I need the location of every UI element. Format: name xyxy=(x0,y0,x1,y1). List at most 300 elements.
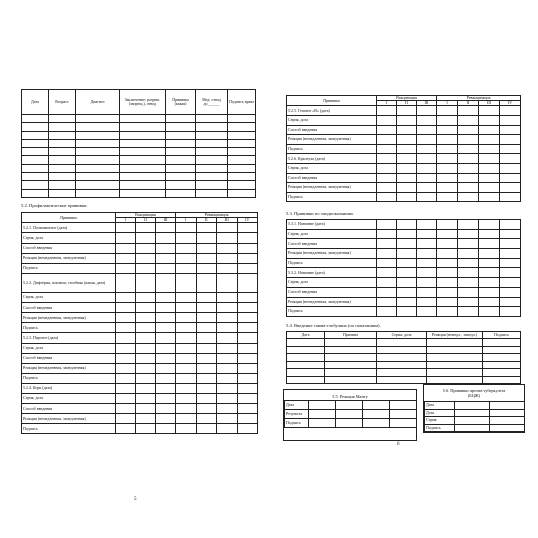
table-cell[interactable] xyxy=(479,154,500,164)
table-cell[interactable] xyxy=(196,131,228,139)
table-cell[interactable] xyxy=(156,393,176,403)
table-cell[interactable] xyxy=(483,369,521,377)
table-cell[interactable] xyxy=(217,303,238,313)
table-cell[interactable] xyxy=(397,135,417,145)
table-cell[interactable] xyxy=(176,373,197,383)
table-cell[interactable] xyxy=(417,268,437,278)
table-cell[interactable] xyxy=(455,409,490,417)
table-cell[interactable] xyxy=(500,220,521,230)
table-cell[interactable] xyxy=(196,404,217,414)
table-cell[interactable] xyxy=(397,106,417,116)
table-cell[interactable] xyxy=(22,189,49,197)
table-cell[interactable] xyxy=(156,383,176,393)
table-cell[interactable] xyxy=(336,410,363,419)
table-cell[interactable] xyxy=(479,106,500,116)
table-cell[interactable] xyxy=(116,353,136,363)
table-cell[interactable] xyxy=(237,373,258,383)
table-cell[interactable] xyxy=(325,369,377,377)
table-cell[interactable] xyxy=(217,293,238,303)
table-cell[interactable] xyxy=(363,419,390,428)
table-cell[interactable] xyxy=(309,401,336,410)
table-cell[interactable] xyxy=(377,163,397,173)
table-cell[interactable] xyxy=(397,287,417,297)
table-cell[interactable] xyxy=(500,239,521,249)
table-cell[interactable] xyxy=(500,287,521,297)
table-cell[interactable] xyxy=(49,115,76,123)
table-cell[interactable] xyxy=(217,233,238,243)
table-cell[interactable] xyxy=(437,163,458,173)
table-cell[interactable] xyxy=(196,393,217,403)
table-cell[interactable] xyxy=(417,144,437,154)
table-cell[interactable] xyxy=(237,313,258,323)
table-cell[interactable] xyxy=(417,125,437,135)
table-cell[interactable] xyxy=(22,181,49,189)
table-cell[interactable] xyxy=(116,253,136,263)
table-cell[interactable] xyxy=(196,383,217,393)
table-cell[interactable] xyxy=(437,249,458,259)
table-cell[interactable] xyxy=(437,287,458,297)
table-cell[interactable] xyxy=(156,373,176,383)
table-cell[interactable] xyxy=(490,402,525,410)
table-cell[interactable] xyxy=(116,343,136,353)
table-cell[interactable] xyxy=(479,115,500,125)
table-cell[interactable] xyxy=(377,135,397,145)
table-cell[interactable] xyxy=(325,376,377,384)
table-cell[interactable] xyxy=(217,313,238,323)
table-cell[interactable] xyxy=(120,189,166,197)
table-cell[interactable] xyxy=(156,333,176,343)
table-cell[interactable] xyxy=(237,263,258,273)
table-cell[interactable] xyxy=(309,419,336,428)
table-cell[interactable] xyxy=(483,361,521,369)
table-cell[interactable] xyxy=(483,346,521,354)
table-cell[interactable] xyxy=(196,353,217,363)
table-cell[interactable] xyxy=(217,353,238,363)
table-cell[interactable] xyxy=(76,123,120,131)
table-cell[interactable] xyxy=(458,125,479,135)
table-cell[interactable] xyxy=(500,258,521,268)
table-cell[interactable] xyxy=(397,115,417,125)
table-cell[interactable] xyxy=(49,173,76,181)
table-cell[interactable] xyxy=(22,139,49,147)
table-cell[interactable] xyxy=(458,307,479,317)
table-cell[interactable] xyxy=(417,173,437,183)
table-cell[interactable] xyxy=(377,354,427,362)
table-cell[interactable] xyxy=(228,156,256,164)
table-cell[interactable] xyxy=(417,163,437,173)
table-cell[interactable] xyxy=(120,156,166,164)
table-cell[interactable] xyxy=(325,354,377,362)
table-cell[interactable] xyxy=(458,220,479,230)
table-cell[interactable] xyxy=(176,263,197,273)
table-cell[interactable] xyxy=(176,243,197,253)
table-cell[interactable] xyxy=(156,293,176,303)
table-cell[interactable] xyxy=(397,125,417,135)
table-cell[interactable] xyxy=(136,393,156,403)
table-cell[interactable] xyxy=(377,346,427,354)
table-cell[interactable] xyxy=(479,135,500,145)
table-cell[interactable] xyxy=(437,268,458,278)
table-cell[interactable] xyxy=(437,173,458,183)
table-cell[interactable] xyxy=(427,369,483,377)
table-cell[interactable] xyxy=(455,424,490,432)
table-cell[interactable] xyxy=(120,181,166,189)
table-cell[interactable] xyxy=(237,404,258,414)
table-cell[interactable] xyxy=(176,223,197,233)
table-cell[interactable] xyxy=(483,339,521,347)
table-cell[interactable] xyxy=(397,249,417,259)
table-cell[interactable] xyxy=(217,273,238,292)
table-cell[interactable] xyxy=(417,249,437,259)
table-cell[interactable] xyxy=(427,354,483,362)
table-cell[interactable] xyxy=(437,297,458,307)
table-cell[interactable] xyxy=(196,173,228,181)
table-cell[interactable] xyxy=(156,353,176,363)
table-cell[interactable] xyxy=(417,220,437,230)
table-cell[interactable] xyxy=(156,223,176,233)
table-cell[interactable] xyxy=(76,156,120,164)
table-cell[interactable] xyxy=(228,123,256,131)
table-cell[interactable] xyxy=(237,293,258,303)
table-cell[interactable] xyxy=(325,339,377,347)
table-cell[interactable] xyxy=(196,263,217,273)
table-cell[interactable] xyxy=(490,424,525,432)
table-cell[interactable] xyxy=(116,323,136,333)
table-cell[interactable] xyxy=(479,125,500,135)
table-cell[interactable] xyxy=(136,373,156,383)
table-cell[interactable] xyxy=(397,192,417,202)
table-cell[interactable] xyxy=(116,263,136,273)
table-cell[interactable] xyxy=(237,303,258,313)
table-cell[interactable] xyxy=(176,273,197,292)
table-cell[interactable] xyxy=(217,253,238,263)
table-cell[interactable] xyxy=(417,258,437,268)
table-cell[interactable] xyxy=(120,115,166,123)
table-cell[interactable] xyxy=(76,181,120,189)
table-cell[interactable] xyxy=(500,297,521,307)
table-cell[interactable] xyxy=(49,181,76,189)
table-cell[interactable] xyxy=(437,144,458,154)
table-cell[interactable] xyxy=(228,173,256,181)
table-cell[interactable] xyxy=(397,268,417,278)
table-cell[interactable] xyxy=(390,401,417,410)
table-cell[interactable] xyxy=(287,376,325,384)
table-cell[interactable] xyxy=(336,419,363,428)
table-cell[interactable] xyxy=(377,361,427,369)
table-cell[interactable] xyxy=(458,287,479,297)
table-cell[interactable] xyxy=(217,263,238,273)
table-cell[interactable] xyxy=(397,173,417,183)
table-cell[interactable] xyxy=(196,233,217,243)
table-cell[interactable] xyxy=(500,268,521,278)
table-cell[interactable] xyxy=(363,401,390,410)
table-cell[interactable] xyxy=(76,148,120,156)
table-cell[interactable] xyxy=(156,363,176,373)
table-cell[interactable] xyxy=(479,192,500,202)
table-cell[interactable] xyxy=(156,273,176,292)
table-cell[interactable] xyxy=(500,307,521,317)
table-cell[interactable] xyxy=(237,233,258,243)
table-cell[interactable] xyxy=(500,192,521,202)
table-cell[interactable] xyxy=(22,156,49,164)
table-cell[interactable] xyxy=(136,343,156,353)
table-cell[interactable] xyxy=(196,424,217,434)
table-cell[interactable] xyxy=(176,343,197,353)
table-cell[interactable] xyxy=(237,393,258,403)
table-cell[interactable] xyxy=(166,173,196,181)
table-cell[interactable] xyxy=(287,354,325,362)
table-cell[interactable] xyxy=(22,148,49,156)
table-cell[interactable] xyxy=(196,363,217,373)
table-cell[interactable] xyxy=(237,333,258,343)
table-cell[interactable] xyxy=(336,401,363,410)
table-cell[interactable] xyxy=(76,164,120,172)
table-cell[interactable] xyxy=(427,339,483,347)
table-cell[interactable] xyxy=(136,223,156,233)
table-cell[interactable] xyxy=(490,417,525,425)
table-cell[interactable] xyxy=(397,154,417,164)
table-cell[interactable] xyxy=(196,414,217,424)
table-cell[interactable] xyxy=(479,163,500,173)
table-cell[interactable] xyxy=(176,414,197,424)
table-cell[interactable] xyxy=(116,373,136,383)
table-cell[interactable] xyxy=(176,253,197,263)
table-cell[interactable] xyxy=(417,307,437,317)
table-cell[interactable] xyxy=(397,307,417,317)
table-cell[interactable] xyxy=(417,278,437,288)
table-cell[interactable] xyxy=(196,303,217,313)
table-cell[interactable] xyxy=(397,278,417,288)
table-cell[interactable] xyxy=(136,263,156,273)
table-cell[interactable] xyxy=(228,189,256,197)
table-cell[interactable] xyxy=(156,243,176,253)
table-cell[interactable] xyxy=(116,313,136,323)
table-cell[interactable] xyxy=(116,393,136,403)
table-cell[interactable] xyxy=(22,123,49,131)
table-cell[interactable] xyxy=(377,249,397,259)
table-cell[interactable] xyxy=(196,273,217,292)
table-cell[interactable] xyxy=(397,220,417,230)
table-cell[interactable] xyxy=(417,229,437,239)
table-cell[interactable] xyxy=(228,115,256,123)
table-cell[interactable] xyxy=(437,239,458,249)
table-cell[interactable] xyxy=(176,293,197,303)
table-cell[interactable] xyxy=(500,229,521,239)
table-cell[interactable] xyxy=(49,139,76,147)
table-cell[interactable] xyxy=(136,333,156,343)
table-cell[interactable] xyxy=(136,363,156,373)
table-cell[interactable] xyxy=(427,376,483,384)
table-cell[interactable] xyxy=(237,353,258,363)
table-cell[interactable] xyxy=(166,148,196,156)
table-cell[interactable] xyxy=(136,293,156,303)
table-cell[interactable] xyxy=(156,323,176,333)
table-cell[interactable] xyxy=(166,139,196,147)
table-cell[interactable] xyxy=(437,220,458,230)
table-cell[interactable] xyxy=(176,233,197,243)
table-cell[interactable] xyxy=(417,183,437,193)
table-cell[interactable] xyxy=(76,189,120,197)
table-cell[interactable] xyxy=(417,192,437,202)
table-cell[interactable] xyxy=(237,223,258,233)
table-cell[interactable] xyxy=(377,220,397,230)
table-cell[interactable] xyxy=(458,192,479,202)
table-cell[interactable] xyxy=(397,183,417,193)
table-cell[interactable] xyxy=(377,307,397,317)
table-cell[interactable] xyxy=(176,323,197,333)
table-cell[interactable] xyxy=(116,404,136,414)
table-cell[interactable] xyxy=(76,139,120,147)
table-cell[interactable] xyxy=(217,414,238,424)
table-cell[interactable] xyxy=(397,258,417,268)
table-cell[interactable] xyxy=(166,131,196,139)
table-cell[interactable] xyxy=(397,163,417,173)
table-cell[interactable] xyxy=(196,313,217,323)
table-cell[interactable] xyxy=(500,106,521,116)
table-cell[interactable] xyxy=(116,414,136,424)
table-cell[interactable] xyxy=(156,414,176,424)
table-cell[interactable] xyxy=(196,115,228,123)
table-cell[interactable] xyxy=(479,287,500,297)
table-cell[interactable] xyxy=(479,239,500,249)
table-cell[interactable] xyxy=(479,307,500,317)
table-cell[interactable] xyxy=(49,156,76,164)
table-cell[interactable] xyxy=(196,139,228,147)
table-cell[interactable] xyxy=(417,287,437,297)
table-cell[interactable] xyxy=(196,243,217,253)
table-cell[interactable] xyxy=(196,164,228,172)
table-cell[interactable] xyxy=(116,383,136,393)
table-cell[interactable] xyxy=(458,135,479,145)
table-cell[interactable] xyxy=(500,278,521,288)
table-cell[interactable] xyxy=(196,253,217,263)
table-cell[interactable] xyxy=(500,135,521,145)
table-cell[interactable] xyxy=(417,239,437,249)
table-cell[interactable] xyxy=(217,373,238,383)
table-cell[interactable] xyxy=(156,424,176,434)
table-cell[interactable] xyxy=(136,414,156,424)
table-cell[interactable] xyxy=(196,293,217,303)
table-cell[interactable] xyxy=(136,233,156,243)
table-cell[interactable] xyxy=(437,229,458,239)
table-cell[interactable] xyxy=(427,346,483,354)
table-cell[interactable] xyxy=(176,424,197,434)
table-cell[interactable] xyxy=(196,181,228,189)
table-cell[interactable] xyxy=(479,229,500,239)
table-cell[interactable] xyxy=(479,258,500,268)
table-cell[interactable] xyxy=(377,268,397,278)
table-cell[interactable] xyxy=(22,164,49,172)
table-cell[interactable] xyxy=(437,278,458,288)
table-cell[interactable] xyxy=(217,323,238,333)
table-cell[interactable] xyxy=(217,404,238,414)
table-cell[interactable] xyxy=(196,323,217,333)
table-cell[interactable] xyxy=(437,154,458,164)
table-cell[interactable] xyxy=(417,106,437,116)
table-cell[interactable] xyxy=(116,424,136,434)
table-cell[interactable] xyxy=(116,293,136,303)
table-cell[interactable] xyxy=(136,303,156,313)
table-cell[interactable] xyxy=(76,131,120,139)
table-cell[interactable] xyxy=(228,164,256,172)
table-cell[interactable] xyxy=(166,189,196,197)
table-cell[interactable] xyxy=(458,297,479,307)
table-cell[interactable] xyxy=(458,278,479,288)
table-cell[interactable] xyxy=(500,115,521,125)
table-cell[interactable] xyxy=(166,156,196,164)
table-cell[interactable] xyxy=(166,123,196,131)
table-cell[interactable] xyxy=(217,223,238,233)
table-cell[interactable] xyxy=(217,363,238,373)
table-cell[interactable] xyxy=(437,307,458,317)
table-cell[interactable] xyxy=(458,154,479,164)
table-cell[interactable] xyxy=(22,115,49,123)
table-cell[interactable] xyxy=(377,278,397,288)
table-cell[interactable] xyxy=(377,154,397,164)
table-cell[interactable] xyxy=(196,148,228,156)
table-cell[interactable] xyxy=(228,148,256,156)
table-cell[interactable] xyxy=(237,243,258,253)
table-cell[interactable] xyxy=(196,223,217,233)
table-cell[interactable] xyxy=(437,115,458,125)
table-cell[interactable] xyxy=(217,393,238,403)
table-cell[interactable] xyxy=(136,383,156,393)
table-cell[interactable] xyxy=(217,383,238,393)
table-cell[interactable] xyxy=(116,363,136,373)
table-cell[interactable] xyxy=(136,323,156,333)
table-cell[interactable] xyxy=(136,243,156,253)
table-cell[interactable] xyxy=(22,173,49,181)
table-cell[interactable] xyxy=(49,164,76,172)
table-cell[interactable] xyxy=(166,181,196,189)
table-cell[interactable] xyxy=(479,220,500,230)
table-cell[interactable] xyxy=(437,183,458,193)
table-cell[interactable] xyxy=(196,123,228,131)
table-cell[interactable] xyxy=(377,106,397,116)
table-cell[interactable] xyxy=(116,333,136,343)
table-cell[interactable] xyxy=(217,424,238,434)
table-cell[interactable] xyxy=(325,346,377,354)
table-cell[interactable] xyxy=(483,376,521,384)
table-cell[interactable] xyxy=(136,313,156,323)
table-cell[interactable] xyxy=(237,273,258,292)
table-cell[interactable] xyxy=(116,303,136,313)
table-cell[interactable] xyxy=(437,135,458,145)
table-cell[interactable] xyxy=(309,410,336,419)
table-cell[interactable] xyxy=(237,424,258,434)
table-cell[interactable] xyxy=(458,183,479,193)
table-cell[interactable] xyxy=(377,144,397,154)
table-cell[interactable] xyxy=(217,333,238,343)
table-cell[interactable] xyxy=(228,181,256,189)
table-cell[interactable] xyxy=(377,183,397,193)
table-cell[interactable] xyxy=(479,268,500,278)
table-cell[interactable] xyxy=(377,115,397,125)
table-cell[interactable] xyxy=(500,125,521,135)
table-cell[interactable] xyxy=(166,164,196,172)
table-cell[interactable] xyxy=(217,243,238,253)
table-cell[interactable] xyxy=(49,131,76,139)
table-cell[interactable] xyxy=(397,229,417,239)
table-cell[interactable] xyxy=(136,353,156,363)
table-cell[interactable] xyxy=(390,419,417,428)
table-cell[interactable] xyxy=(120,164,166,172)
table-cell[interactable] xyxy=(325,361,377,369)
table-cell[interactable] xyxy=(237,323,258,333)
table-cell[interactable] xyxy=(156,303,176,313)
table-cell[interactable] xyxy=(156,313,176,323)
table-cell[interactable] xyxy=(437,192,458,202)
